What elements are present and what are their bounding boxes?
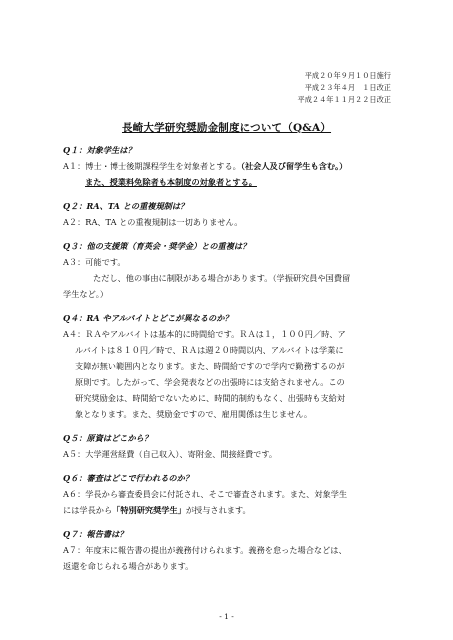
answer-3-line-1: A３：可能です。 xyxy=(63,257,126,267)
answer-1-bold: （社会人及び留学生も含む。） xyxy=(240,161,348,171)
date-revised-1: 平成２３年４月 １日改正 xyxy=(304,83,391,92)
answer-4-line-6: 象となります。また、奨励金ですので、雇用関係は生じません。 xyxy=(75,409,313,419)
revision-dates xyxy=(298,70,391,106)
answer-3-line-3: 学生など。） xyxy=(63,289,109,299)
answer-7-line-1: A７：年度末に報告書の提出が義務付けられます。義務を怠った場合などは、 xyxy=(63,545,347,555)
date-enforced: 平成２０年９月１０日施行 xyxy=(304,71,391,80)
answer-4-line-2: ルバイトは８１０円／時で、ＲＡは週２０時間以内、アルバイトは学業に xyxy=(75,345,344,355)
answer-3-line-2: ただし、他の事由に制限がある場合があります。（学振研究員や国費留 xyxy=(93,273,351,283)
date-revised-2: 平成２４年１１月２２日改正 xyxy=(297,95,391,104)
question-1: Q１：対象学生は？ xyxy=(63,145,136,155)
question-3: Q３：他の支援策（育英会・奨学金）との重複は？ xyxy=(63,241,251,251)
question-5: Q５：原資はどこから？ xyxy=(63,433,153,443)
answer-6-line-2 xyxy=(63,502,393,518)
question-2: Q２：RA、TA との重複規制は？ xyxy=(63,201,189,211)
answer-1-line-2 xyxy=(63,174,393,190)
question-7: Q７：報告書は？ xyxy=(63,529,128,539)
question-6: Q６：審査はどこで行われるのか？ xyxy=(63,473,193,483)
page-number: - 1 - xyxy=(219,612,234,621)
answer-5: A５：大学運営経費（自己収入）、寄附金、間接経費です。 xyxy=(63,449,278,459)
answer-6-pre: には学長から xyxy=(63,505,113,515)
answer-1-bold-underline: また、授業料免除者も本制度の対象者とする。 xyxy=(85,177,257,187)
qa-section xyxy=(63,142,393,574)
answer-1 xyxy=(63,158,393,174)
document-title: 長崎大学研究奨励金制度について（Q&A） xyxy=(121,122,332,134)
answer-4-line-3: 支障が無い範囲内となります。また、時間給ですので学内で勤務するのが xyxy=(75,361,345,371)
answer-4-line-1: A４：ＲＡやアルバイトは基本的に時間給です。ＲＡは１，１００円／時、ア xyxy=(63,329,346,339)
answer-4-line-5: 研究奨励金は、時間給でないために、時間的制約もなく、出張時も支給対 xyxy=(75,393,346,403)
answer-1-text: A１：博士・博士後期課程学生を対象者とする。 xyxy=(63,161,241,171)
answer-4-line-4: 原則です。したがって、学会発表などの出張時には支給されません。この xyxy=(75,377,345,387)
answer-6-bold: 「特別研究奨学生」 xyxy=(112,505,186,515)
answer-6-post: が授与されます。 xyxy=(185,505,251,515)
answer-6-line-1: A６：学長から審査委員会に付託され、そこで審査されます。また、対象学生 xyxy=(63,489,348,499)
answer-7-line-2: 返還を命じられる場合があります。 xyxy=(63,561,194,571)
question-4: Q４：RA やアルバイトとどこが異なるのか？ xyxy=(63,313,233,323)
answer-2: A２：RA、TA との重複規制は一切ありません。 xyxy=(63,217,243,227)
